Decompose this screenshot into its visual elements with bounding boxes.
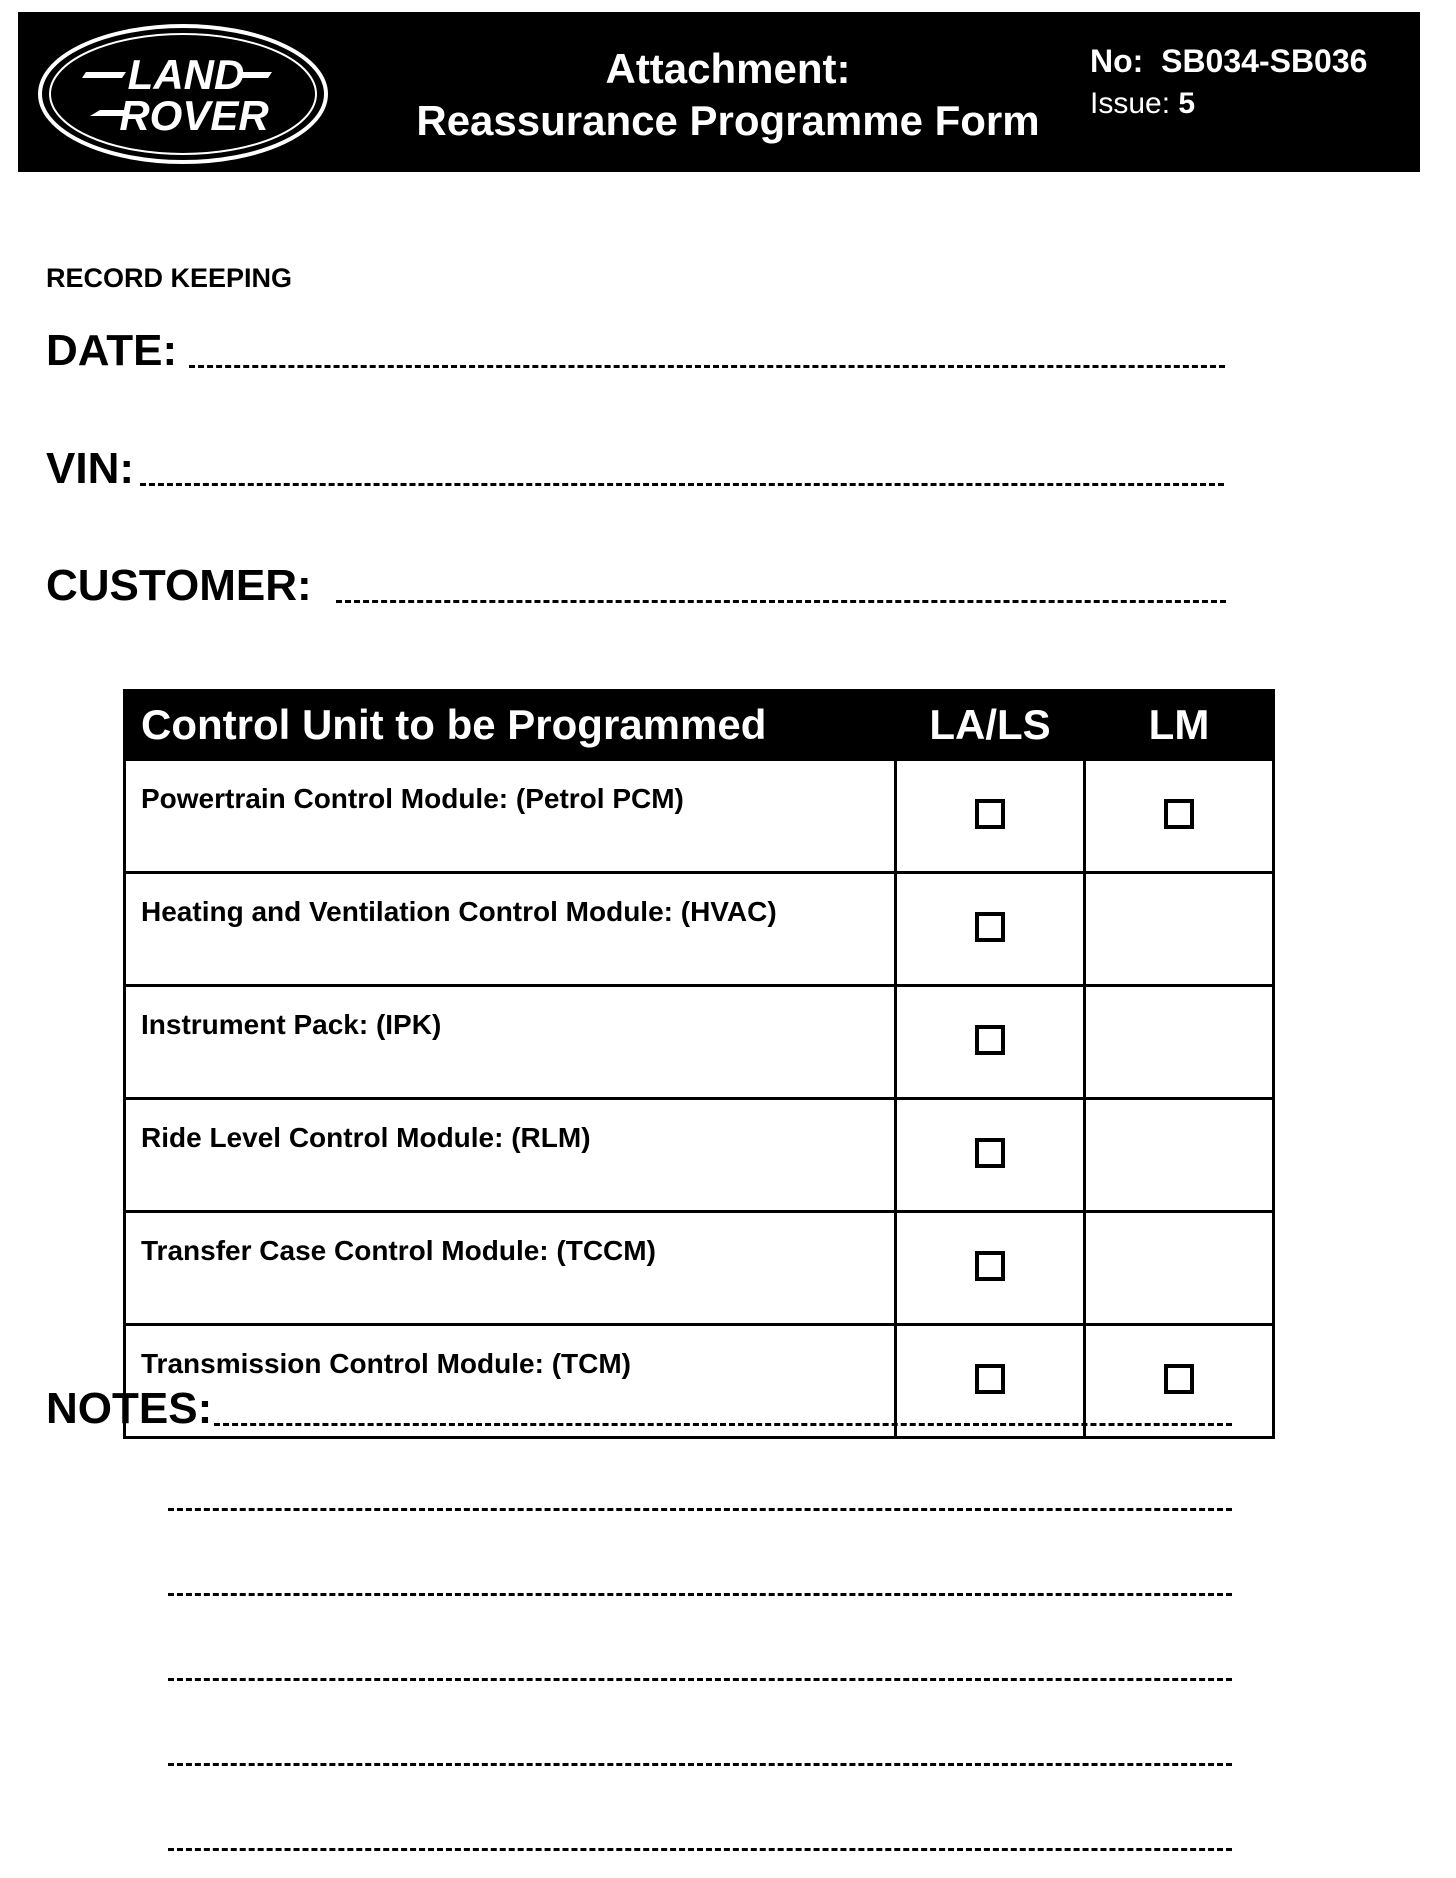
cell-la-ls bbox=[896, 1099, 1085, 1212]
table-row bbox=[125, 873, 1274, 986]
notes-input-line-4[interactable] bbox=[168, 1678, 1232, 1681]
la-ls-checkbox[interactable] bbox=[975, 799, 1005, 829]
cell-lm bbox=[1085, 873, 1274, 986]
la-ls-checkbox[interactable] bbox=[975, 1025, 1005, 1055]
table-header-row bbox=[125, 691, 1274, 760]
la-ls-checkbox[interactable] bbox=[975, 1138, 1005, 1168]
cell-la-ls bbox=[896, 873, 1085, 986]
record-keeping-heading: RECORD KEEPING bbox=[46, 263, 293, 293]
control-unit-name: Transfer Case Control Module: (TCCM) bbox=[125, 1212, 896, 1325]
document-number-value: SB034-SB036 bbox=[1161, 43, 1368, 79]
logo-line2: ROVER bbox=[119, 92, 269, 139]
la-ls-checkbox[interactable] bbox=[975, 1251, 1005, 1281]
customer-label: CUSTOMER: bbox=[46, 561, 312, 610]
notes-input-line-1[interactable] bbox=[214, 1423, 1232, 1426]
cell-la-ls bbox=[896, 986, 1085, 1099]
vin-field bbox=[46, 438, 1224, 494]
table-row bbox=[125, 1099, 1274, 1212]
title-line-2: Reassurance Programme Form bbox=[416, 97, 1040, 144]
column-header-lm: LM bbox=[1085, 691, 1274, 760]
control-unit-name: Instrument Pack: (IPK) bbox=[125, 986, 896, 1099]
cell-lm bbox=[1085, 1212, 1274, 1325]
notes-input-line-5[interactable] bbox=[168, 1763, 1232, 1766]
issue-number bbox=[1090, 86, 1195, 122]
document-number bbox=[1090, 42, 1367, 80]
cell-lm bbox=[1085, 760, 1274, 873]
cell-la-ls bbox=[896, 760, 1085, 873]
date-label: DATE: bbox=[46, 326, 178, 375]
control-unit-name: Powertrain Control Module: (Petrol PCM) bbox=[125, 760, 896, 873]
header-banner bbox=[18, 12, 1420, 172]
issue-value: 5 bbox=[1178, 87, 1196, 120]
issue-label: Issue: bbox=[1090, 87, 1171, 120]
document-number-label: No: bbox=[1090, 43, 1144, 79]
notes-field bbox=[46, 1378, 1232, 1434]
table-row bbox=[125, 1212, 1274, 1325]
vin-input-line[interactable] bbox=[140, 483, 1224, 486]
notes-label: NOTES: bbox=[46, 1384, 213, 1433]
notes-input-line-6[interactable] bbox=[168, 1848, 1232, 1851]
customer-field bbox=[46, 555, 1226, 611]
control-unit-table bbox=[123, 689, 1275, 1439]
customer-input-line[interactable] bbox=[336, 600, 1226, 603]
date-field bbox=[46, 320, 1225, 376]
column-header-la-ls: LA/LS bbox=[896, 691, 1085, 760]
land-rover-logo bbox=[36, 22, 331, 167]
table-row bbox=[125, 760, 1274, 873]
la-ls-checkbox[interactable] bbox=[975, 912, 1005, 942]
column-header-control-unit: Control Unit to be Programmed bbox=[125, 691, 896, 760]
control-unit-name: Heating and Ventilation Control Module: (HVAC) bbox=[125, 873, 896, 986]
notes-input-line-3[interactable] bbox=[168, 1593, 1232, 1596]
lm-checkbox[interactable] bbox=[1164, 799, 1194, 829]
vin-label: VIN: bbox=[46, 444, 134, 493]
logo-line1: LAND bbox=[127, 51, 245, 98]
title-line-1: Attachment: bbox=[605, 45, 851, 92]
cell-lm bbox=[1085, 1099, 1274, 1212]
cell-lm bbox=[1085, 986, 1274, 1099]
notes-input-line-2[interactable] bbox=[168, 1508, 1232, 1511]
control-unit-name: Ride Level Control Module: (RLM) bbox=[125, 1099, 896, 1212]
table-row bbox=[125, 986, 1274, 1099]
cell-la-ls bbox=[896, 1212, 1085, 1325]
control-unit-name: Transmission Control Module: (TCM) bbox=[125, 1325, 896, 1438]
date-input-line[interactable] bbox=[189, 365, 1225, 368]
